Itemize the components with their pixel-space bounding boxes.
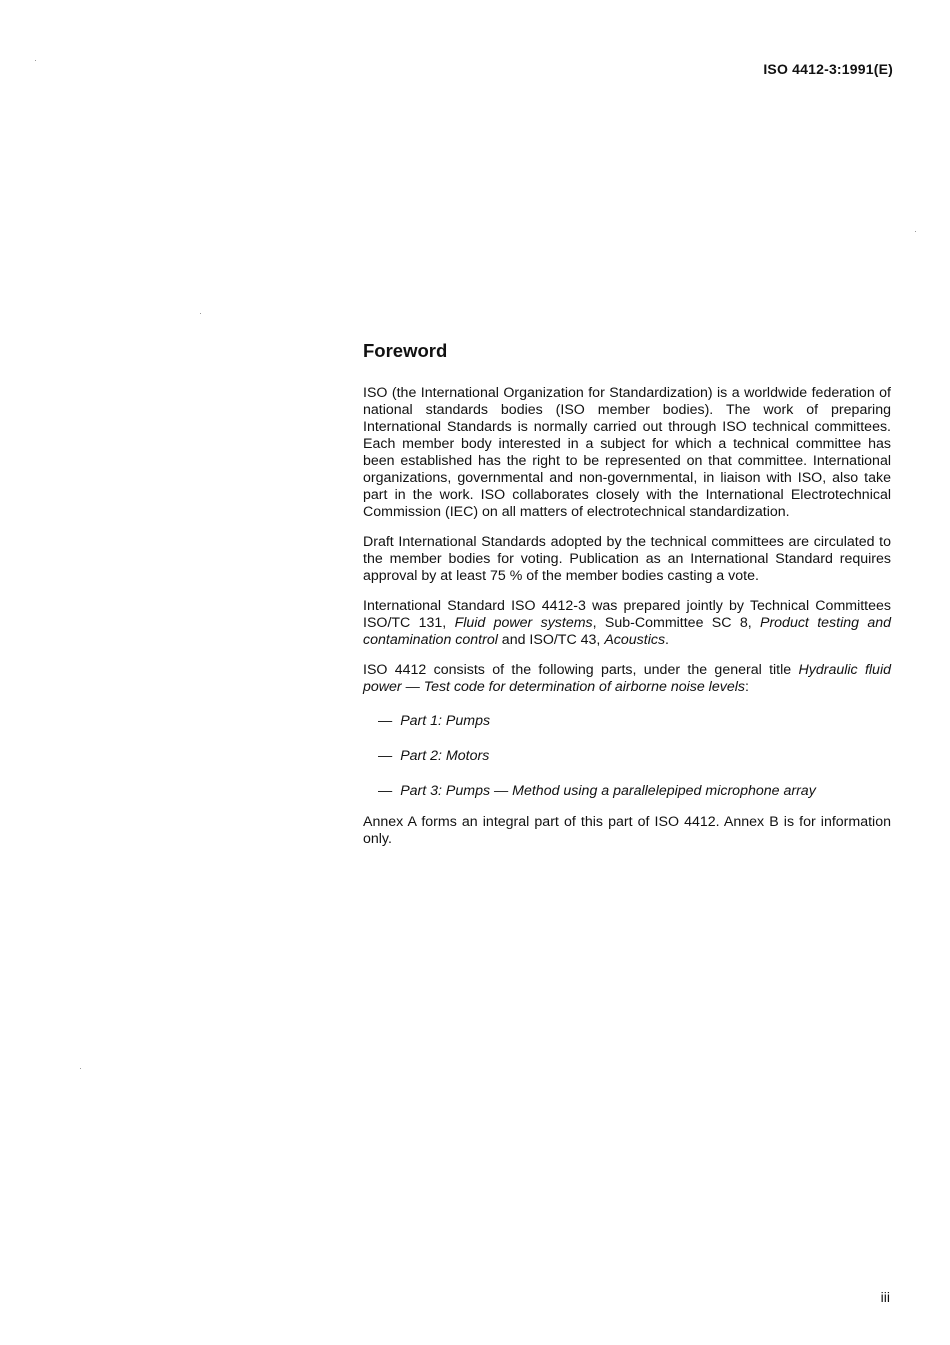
- list-item: [378, 748, 891, 765]
- text-segment: ISO 4412 consists of the following parts, under the general title: [363, 662, 799, 678]
- scan-speck: [200, 313, 201, 314]
- text-segment-italic: Product testing and contamination control: [363, 615, 891, 648]
- page-title: Foreword: [363, 340, 448, 361]
- paragraph-parts-intro: [363, 662, 891, 696]
- paragraph-draft-standards: Draft International Standards adopted by the technical committees are circulated to the member bodies for voting. Publication as an International Standard requires approval by at least 75 % of the member bodies casting a vote.: [363, 534, 891, 584]
- dash-bullet: —: [378, 783, 393, 799]
- text-segment-italic: Acoustics: [604, 632, 666, 648]
- foreword-section: [363, 339, 891, 861]
- dash-bullet: —: [378, 748, 393, 764]
- list-item-label: Part 2: Motors: [400, 748, 490, 764]
- text-segment: :: [744, 679, 749, 695]
- list-item: [378, 713, 891, 730]
- text-segment-italic: Hydraulic fluid power — Test code for determination of airborne noise levels: [363, 662, 891, 695]
- text-segment: and ISO/TC 43,: [497, 632, 605, 648]
- list-item-label: Part 1: Pumps: [400, 713, 491, 729]
- scan-speck: [915, 231, 916, 232]
- scan-speck: [35, 60, 36, 61]
- text-segment: International Standard ISO 4412-3 was prepared jointly by Technical Committees ISO/TC 131,: [363, 598, 891, 631]
- text-segment: .: [665, 632, 669, 648]
- text-segment-italic: Fluid power systems: [454, 615, 593, 631]
- document-code: ISO 4412-3:1991(E): [763, 61, 893, 77]
- paragraph-annexes: Annex A forms an integral part of this part of ISO 4412. Annex B is for information only.: [363, 814, 891, 847]
- paragraph-iso-intro: ISO (the International Organization for Standardization) is a worldwide federation of national standards bodies (ISO member bodies). The work of preparing International Standards is normally carried out through ISO technical committees. Each member body interested in a subject for which a technical committee has been established has the right to be represented on that committee. International organizations, governmental and non-governmental, in liaison with ISO, also take part in the work. ISO collaborates closely with the International Electrotechnical Commission (IEC) on all matters of electrotechnical standardization.: [363, 385, 891, 520]
- dash-bullet: —: [378, 713, 393, 729]
- paragraph-preparation: [363, 598, 891, 649]
- text-segment: , Sub-Committee SC 8,: [592, 615, 760, 631]
- list-item: [378, 783, 891, 800]
- parts-list: [363, 713, 891, 800]
- page-number: iii: [880, 1289, 890, 1305]
- list-item-label: Part 3: Pumps — Method using a parallelepiped microphone array: [400, 783, 816, 799]
- scan-speck: [80, 1068, 81, 1069]
